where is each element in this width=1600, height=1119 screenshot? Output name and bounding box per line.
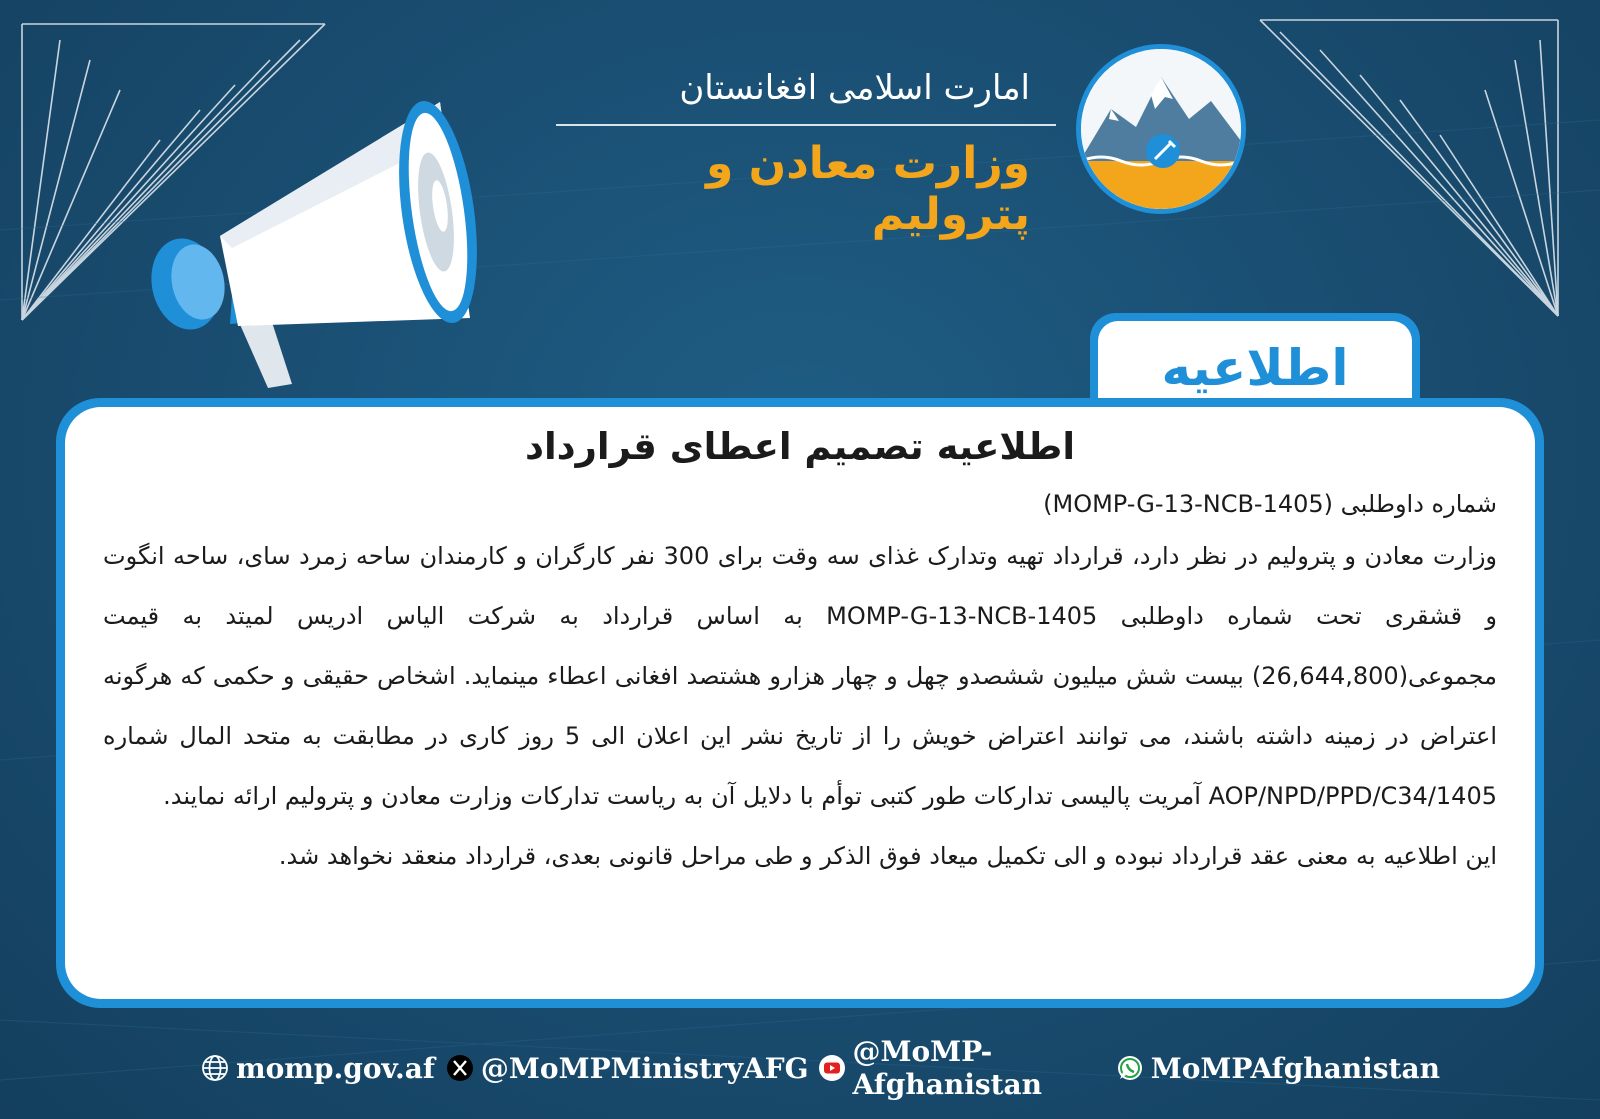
notice-badge-label: اطلاعیه: [1098, 321, 1412, 415]
notice-body: وزارت معادن و پترولیم در نظر دارد، قرارداد تهیه وتدارک غذای سه وقت برای 300 نفر کارگران و کارمندان ساحه زمرد سای، ساحه انگوت و قشقری تحت شماره داوطلبی MOMP-G-13-NCB-1405 به اساس قرارداد به شرکت الیاس ادریس لمیتد به قیمت مجموعی(26,644,800) بیست شش میلیون ششصدو چهل و چهار هزارو هشتصد افغانی اعطاء مینماید. اشخاص حقیقی و حکمی که هرگونه اعتراض در زمینه داشته باشند، می توانند اعتراض خویش را از تاریخ نشر این اعلان الی 5 روز کاری در مطابقت به متحد المال شماره AOP/NPD/PPD/C34/1405 آمریت پالیسی تدارکات طور کتبی توأم با دلایل آن به ریاست تدارکات وزارت معادن و پترولیم ارائه نمایند.: [103, 542, 1498, 810]
website-text: momp.gov.af: [236, 1051, 435, 1085]
whatsapp-link[interactable]: [1115, 1052, 1440, 1085]
x-logo-icon: [445, 1053, 475, 1083]
megaphone-icon: [140, 88, 500, 408]
youtube-icon: [818, 1053, 846, 1083]
youtube-link[interactable]: [818, 1035, 1104, 1101]
youtube-handle: @MoMP-Afghanistan: [852, 1035, 1043, 1101]
whatsapp-handle: MoMPAfghanistan: [1150, 1051, 1440, 1085]
notice-card: [56, 398, 1544, 1008]
header-subtitle: امارت اسلامی افغانستان: [679, 68, 1030, 108]
ministry-emblem: [1076, 44, 1246, 214]
notice-title: اطلاعیه تصمیم اعطای قرارداد: [524, 425, 1076, 468]
notice-card-content: [65, 407, 1535, 999]
whatsapp-icon: [1115, 1053, 1145, 1083]
footer-contacts: [200, 1035, 1440, 1101]
ministry-title: وزارت معادن و پترولیم: [705, 138, 1030, 240]
x-link[interactable]: [445, 1052, 809, 1085]
tender-number: شماره داوطلبی (MOMP-G-13-NCB-1405): [1043, 490, 1497, 518]
notice-closing: این اطلاعیه به معنی عقد قرارداد نبوده و الی تکمیل میعاد فوق الذکر و طی مراحل قانونی بعدی، قرارداد منعقد نخواهد شد.: [278, 842, 1497, 870]
website-link[interactable]: [200, 1052, 435, 1085]
globe-icon: [200, 1053, 230, 1083]
header-divider: [556, 124, 1056, 126]
x-handle: @MoMPMinistryAFG: [480, 1051, 809, 1085]
